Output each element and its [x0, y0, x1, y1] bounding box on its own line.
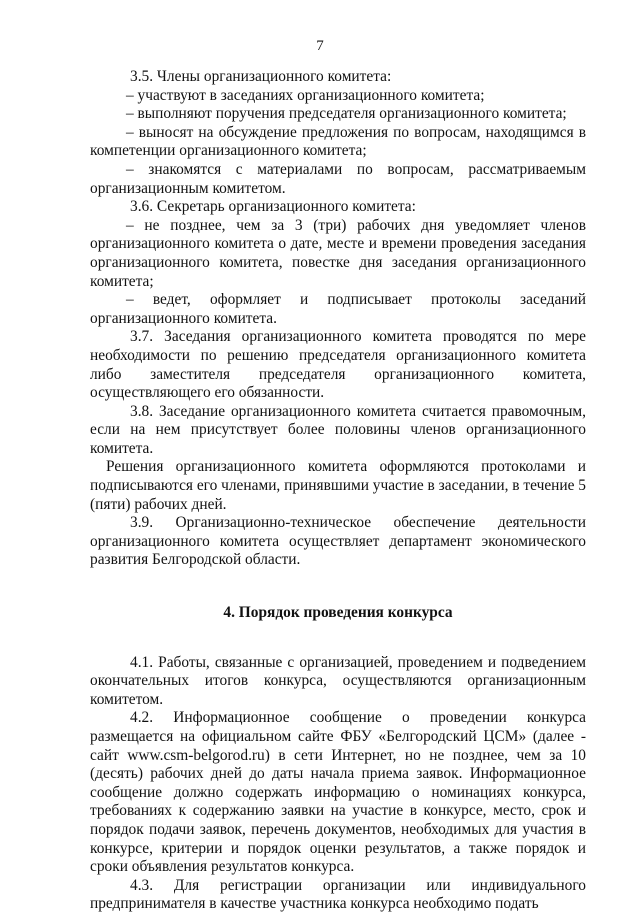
clause-3-6-item: – не позднее, чем за 3 (три) рабочих дня уведомляет членов организационного комитета о дате, месте и времени проведения заседания организационного комитета, повестке дня заседания организационного комитета;	[90, 216, 586, 290]
document-body	[90, 68, 586, 914]
clause-3-5-item: – выполняют поручения председателя организационного комитета;	[126, 105, 567, 123]
clause-4-3: 4.3. Для регистрации организации или индивидуального предпринимателя в качестве участника конкурса необходимо подать	[90, 876, 586, 913]
clause-3-5-item: – участвуют в заседаниях организационного комитета;	[126, 86, 485, 104]
clause-3-6-title: 3.6. Секретарь организационного комитета:	[130, 198, 416, 216]
clause-3-8-decisions: Решения организационного комитета оформляются протоколами и подписываются его членами, принявшими участие в заседании, в течение 5 (пяти) рабочих дней.	[90, 458, 586, 513]
clause-3-5-item: – знакомятся с материалами по вопросам, рассматриваемым организационным комитетом.	[90, 160, 586, 197]
clause-3-5-item: – выносят на обсуждение предложения по вопросам, находящимся в компетенции организационного комитета;	[90, 123, 586, 160]
clause-3-8: 3.8. Заседание организационного комитета считается правомочным, если на нем присутствует более половины членов организационного комитета.	[90, 402, 586, 457]
clause-3-7: 3.7. Заседания организационного комитета проводятся по мере необходимости по решению председателя организационного комитета либо заместителя председателя организационного комитета, осуществляющего его обязанности.	[90, 328, 586, 402]
page-number: 7	[316, 38, 324, 54]
clause-3-9: 3.9. Организационно-техническое обеспечение деятельности организационного комитета осуществляет департамент экономического развития Белгородской области.	[90, 514, 586, 569]
clause-4-1: 4.1. Работы, связанные с организацией, проведением и подведением окончательных итогов конкурса, осуществляются организационным комитетом.	[90, 653, 586, 708]
clause-3-6-item: – ведет, оформляет и подписывает протоколы заседаний организационного комитета.	[90, 291, 586, 327]
clause-3-5-title: 3.5. Члены организационного комитета:	[130, 68, 392, 85]
clause-4-2: 4.2. Информационное сообщение о проведении конкурса размещается на официальном сайте ФБУ «Белгородский ЦСМ» (далее - сайт www.csm-belgorod.ru) в сети Интернет, но не позднее, чем за 10 (десять) рабочих дней до даты начала приема заявок. Информационное сообщение должно содержать информацию о номинациях конкурса, требованиях к содержанию заявки на участие в конкурсе, место, срок и порядок подачи заявок, перечень документов, необходимых для участия в конкурсе, критерии и порядок оценки результатов, а также порядок и сроки объявления результатов конкурса.	[90, 709, 586, 876]
section-4-heading: 4. Порядок проведения конкурса	[223, 604, 453, 622]
